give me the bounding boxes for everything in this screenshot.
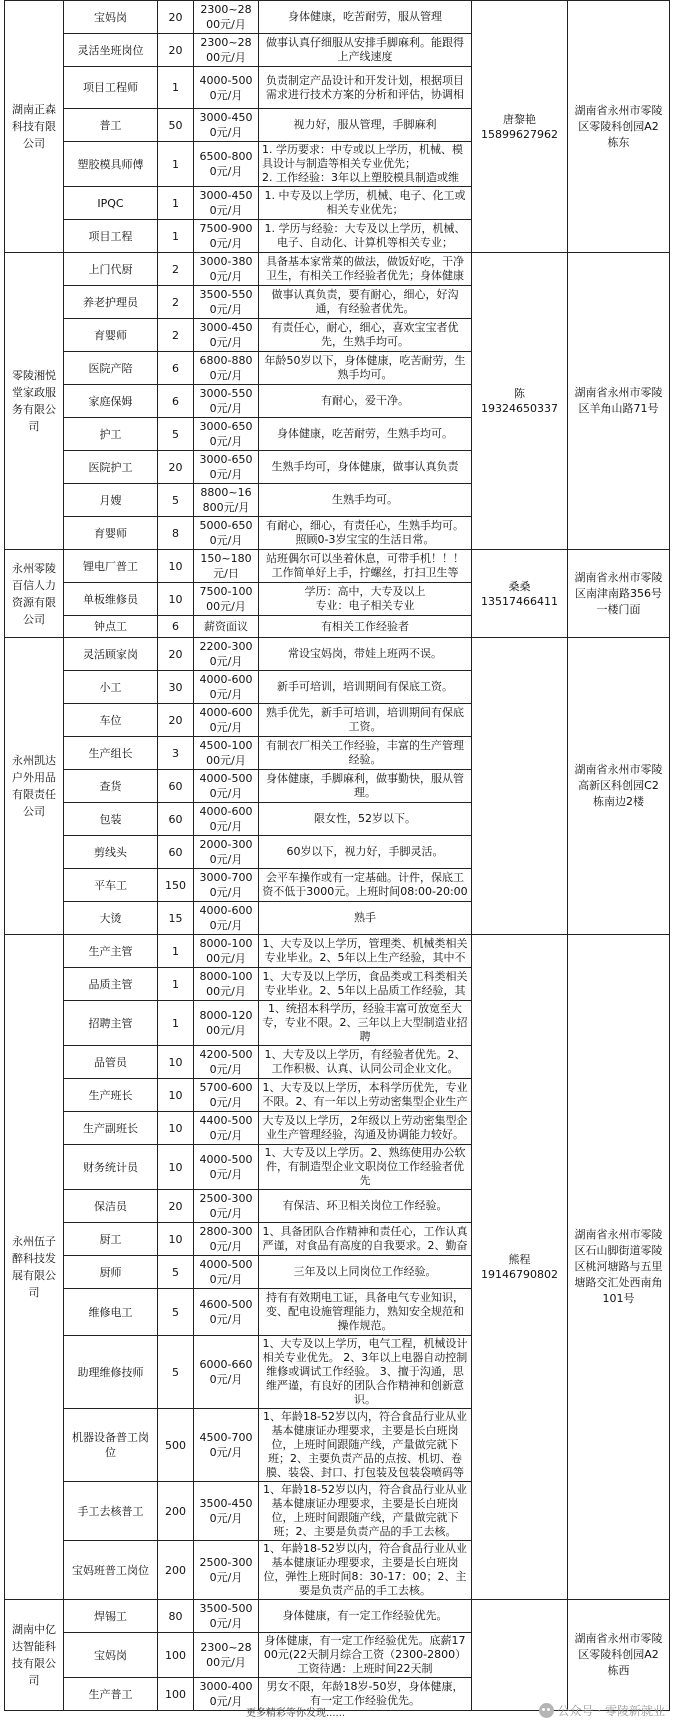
job-title: 厨师: [64, 1256, 158, 1289]
job-count: 10: [158, 1145, 194, 1190]
job-requirement: 有制衣厂相关工作经验，丰富的生产管理经验。: [259, 737, 472, 770]
job-requirement: 限女性，52岁以下。: [259, 803, 472, 836]
job-requirement: 身体健康，吃苦耐劳，服从管理: [259, 1, 472, 34]
job-salary: 2000-3000元/月: [194, 836, 259, 869]
job-title: 项目工程师: [64, 67, 158, 109]
company-name: 永州伍子醉科技发展有限公司: [5, 935, 64, 1600]
address: 湖南省永州市零陵区羊角山路71号: [568, 253, 670, 550]
job-title: 包装: [64, 803, 158, 836]
job-table: [4, 0, 670, 1711]
job-salary: 7500-10000元/月: [194, 583, 259, 616]
job-count: 500: [158, 1409, 194, 1482]
job-salary: 3000-4500元/月: [194, 319, 259, 352]
job-requirement: 1、具备团队合作精神和责任心，工作认真严谨，对食品有高度的自我要求。2、勤奋: [259, 1223, 472, 1256]
job-count: 1: [158, 1001, 194, 1046]
job-title: 项目工程: [64, 220, 158, 253]
job-title: 品质主管: [64, 968, 158, 1001]
job-requirement: 生熟手均可，身体健康，做事认真负责: [259, 451, 472, 484]
job-count: 10: [158, 550, 194, 583]
job-requirement: 身体健康，手脚麻利，做事勤快，服从管理。: [259, 770, 472, 803]
job-requirement: 有耐心，细心，有责任心，生熟手均可。 照顾0-3岁宝宝的生活日常。: [259, 517, 472, 550]
job-requirement: 有责任心，耐心，细心，喜欢宝宝者优先，生熟手均可。: [259, 319, 472, 352]
job-requirement: 1、统招本科学历，经验丰富可放宽至大专，专业不限。2、三年以上大型制造业招聘: [259, 1001, 472, 1046]
job-count: 10: [158, 1223, 194, 1256]
job-salary: 4000-5000元/月: [194, 1256, 259, 1289]
wechat-icon: [539, 1703, 554, 1718]
job-count: 6: [158, 352, 194, 385]
job-salary: 3000-3800元/月: [194, 253, 259, 286]
job-salary: 4400-5000元/月: [194, 1112, 259, 1145]
job-title: 宝妈岗: [64, 1633, 158, 1678]
contact: 唐黎艳 15899627962: [472, 1, 568, 253]
job-count: 200: [158, 1541, 194, 1600]
job-requirement: 持有有效期电工证，具备电气专业知识，变、配电设施管理能力，熟知安全规范和操作规范。: [259, 1289, 472, 1336]
job-requirement: 1、年龄18-52岁以内，符合食品行业从业基本健康证办理要求，主要是长白班岗位，弹性上班时间8：30-17：00；2、主要是负责产品的手工去核。: [259, 1541, 472, 1600]
job-count: 5: [158, 484, 194, 517]
job-title: 塑胶模具师傅: [64, 142, 158, 187]
job-salary: 4000-5000元/月: [194, 1145, 259, 1190]
job-requirement: 大专及以上学历，2年级以上劳动密集型企业生产管理经验，沟通及协调能力较好。: [259, 1112, 472, 1145]
contact: 陈 19324650337: [472, 253, 568, 550]
job-title: 生产副班长: [64, 1112, 158, 1145]
job-title: 查货: [64, 770, 158, 803]
job-title: 钟点工: [64, 616, 158, 638]
job-count: 5: [158, 418, 194, 451]
job-count: 60: [158, 770, 194, 803]
table-row: [5, 638, 670, 671]
job-count: 1: [158, 968, 194, 1001]
contact: 熊程 19146790802: [472, 935, 568, 1600]
job-count: 5: [158, 1256, 194, 1289]
job-count: 100: [158, 1633, 194, 1678]
table-row: [5, 1600, 670, 1633]
job-salary: 3000-4500元/月: [194, 109, 259, 142]
job-salary: 3000-5500元/月: [194, 385, 259, 418]
job-requirement: 有相关工作经验者: [259, 616, 472, 638]
job-salary: 4500-10000元/月: [194, 737, 259, 770]
job-title: 剪线头: [64, 836, 158, 869]
job-title: 月嫂: [64, 484, 158, 517]
job-requirement: 学历：高中，大专及以上 专业：电子相关专业: [259, 583, 472, 616]
company-name: 湖南正森科技有限公司: [5, 1, 64, 253]
job-requirement: 年龄50岁以下，身体健康，吃苦耐劳，生熟手均可。: [259, 352, 472, 385]
job-title: 单板维修员: [64, 583, 158, 616]
job-requirement: 新手可培训，培训期间有保底工资。: [259, 671, 472, 704]
job-title: 锂电厂普工: [64, 550, 158, 583]
job-title: 普工: [64, 109, 158, 142]
job-count: 20: [158, 1190, 194, 1223]
job-salary: 4200-5000元/月: [194, 1046, 259, 1079]
contact: [472, 638, 568, 935]
job-title: 保洁员: [64, 1190, 158, 1223]
job-count: 20: [158, 1, 194, 34]
job-salary: 3000-6500元/月: [194, 418, 259, 451]
job-title: 生产班长: [64, 1079, 158, 1112]
job-title: 招聘主管: [64, 1001, 158, 1046]
job-requirement: 1、大专及以上学历，管理类、机械类相关专业毕业。2、5年以上生产经验，其中不: [259, 935, 472, 968]
job-title: 宝妈岗: [64, 1, 158, 34]
job-salary: 8800~16800元/月: [194, 484, 259, 517]
job-salary: 3000-4000元/月: [194, 1678, 259, 1711]
job-count: 2: [158, 286, 194, 319]
job-title: 医院产陪: [64, 352, 158, 385]
job-count: 8: [158, 517, 194, 550]
table-row: [5, 253, 670, 286]
job-salary: 3500-4500元/月: [194, 1482, 259, 1541]
job-requirement: 做事认真负责，要有耐心，细心，好沟通，有经验者优先。: [259, 286, 472, 319]
job-requirement: 生熟手均可。: [259, 484, 472, 517]
job-count: 60: [158, 836, 194, 869]
job-count: 80: [158, 1600, 194, 1633]
job-count: 1: [158, 142, 194, 187]
job-requirement: 做事认真仔细服从安排手脚麻利。能跟得上产线速度: [259, 34, 472, 67]
job-title: 手工去核普工: [64, 1482, 158, 1541]
job-requirement: 会平车操作或有一定基础。计件，保底工资不低于3000元。上班时间08:00-20:00: [259, 869, 472, 902]
job-count: 6: [158, 385, 194, 418]
job-salary: 4000-6000元/月: [194, 671, 259, 704]
job-requirement: 身体健康，有一定工作经验优先。底薪1700元(22天制月综合工资（2300-2800）工资待遇：上班时间22天制: [259, 1633, 472, 1678]
job-title: 灵活顾家岗: [64, 638, 158, 671]
job-requirement: 1. 学历要求：中专或以上学历，机械、模具设计与制造等相关专业优先； 2. 工作经验：3年以上塑胶模具制造或维: [259, 142, 472, 187]
job-requirement: 熟手: [259, 902, 472, 935]
job-title: 维修电工: [64, 1289, 158, 1336]
job-requirement: 常设宝妈岗，带娃上班两不误。: [259, 638, 472, 671]
company-name: 永州凯达户外用品有限责任公司: [5, 638, 64, 935]
job-count: 2: [158, 319, 194, 352]
job-title: 养老护理员: [64, 286, 158, 319]
job-requirement: 负责制定产品设计和开发计划，根据项目需求进行技术方案的分析和评估，协调相: [259, 67, 472, 109]
job-count: 20: [158, 451, 194, 484]
job-salary: 6800-8800元/月: [194, 352, 259, 385]
job-title: 生产普工: [64, 1678, 158, 1711]
table-row: [5, 550, 670, 583]
job-requirement: 有保洁、环卫相关岗位工作经验。: [259, 1190, 472, 1223]
more-text: 更多精彩等你发现......: [246, 1708, 346, 1719]
job-title: 厨工: [64, 1223, 158, 1256]
job-count: 20: [158, 34, 194, 67]
job-requirement: 1、大专及以上学历，有经验者优先。2、工作积极、认真、认同公司企业文化。: [259, 1046, 472, 1079]
job-count: 20: [158, 704, 194, 737]
footer: [0, 1699, 675, 1723]
address: 湖南省永州市零陵区零陵科创园A2栋西: [568, 1600, 670, 1711]
address: 湖南省永州市零陵区石山脚街道零陵区桃河塘路与五里塘路交汇处西南角101号: [568, 935, 670, 1600]
job-count: 100: [158, 1678, 194, 1711]
job-salary: 6500-8000元/月: [194, 142, 259, 187]
job-title: 机器设备普工岗位: [64, 1409, 158, 1482]
job-title: 车位: [64, 704, 158, 737]
job-salary: 8000-10000元/月: [194, 968, 259, 1001]
company-name: 湖南中亿达智能科技有限公司: [5, 1600, 64, 1711]
table-row: [5, 1, 670, 34]
job-count: 1: [158, 220, 194, 253]
watermark: [539, 1702, 665, 1719]
job-count: 10: [158, 1046, 194, 1079]
job-title: 上门代厨: [64, 253, 158, 286]
job-title: 大烫: [64, 902, 158, 935]
job-requirement: 1. 学历与经验：大专及以上学历，机械、电子、自动化、计算机等相关专业；: [259, 220, 472, 253]
job-requirement: 有耐心，爱干净。: [259, 385, 472, 418]
address: 湖南省永州市零陵区零陵科创园A2栋东: [568, 1, 670, 253]
contact: [472, 1600, 568, 1711]
job-requirement: 站班偶尔可以坐着休息，可带手机！！！工作简单好上手，拧螺丝，打扫卫生等: [259, 550, 472, 583]
job-salary: 4000-5000元/月: [194, 67, 259, 109]
job-title: IPQC: [64, 187, 158, 220]
job-salary: 3000-4500元/月: [194, 187, 259, 220]
job-salary: 4000-6000元/月: [194, 704, 259, 737]
job-salary: 7500-9000元/月: [194, 220, 259, 253]
job-count: 1: [158, 935, 194, 968]
job-title: 平车工: [64, 869, 158, 902]
job-salary: 2200-3000元/月: [194, 638, 259, 671]
job-title: 护工: [64, 418, 158, 451]
job-title: 小工: [64, 671, 158, 704]
job-salary: 5700-6000元/月: [194, 1079, 259, 1112]
job-count: 30: [158, 671, 194, 704]
job-count: 10: [158, 583, 194, 616]
job-count: 1: [158, 187, 194, 220]
job-count: 5: [158, 1289, 194, 1336]
job-salary: 4000-5000元/月: [194, 770, 259, 803]
job-salary: 2800-3000元/月: [194, 1223, 259, 1256]
job-requirement: 1、大专及以上学历，电气工程，机械设计相关专业优先。 2、3年以上电器自动控制维修或调试工作经验。 3、擅于沟通，思维严谨，有良好的团队合作精神和创新意识。: [259, 1336, 472, 1409]
job-title: 育婴师: [64, 319, 158, 352]
address: 湖南省永州市零陵区南津南路356号一楼门面: [568, 550, 670, 638]
job-title: 育婴师: [64, 517, 158, 550]
job-requirement: 1、年龄18-52岁以内，符合食品行业从业基本健康证办理要求，主要是长白班岗位，上班时间跟随产线，产量做完就下班；2、主要负责产品的点按、机切、卷膜、装袋、封口、打包装及包装袋喷码等: [259, 1409, 472, 1482]
job-salary: 2300~2800元/月: [194, 34, 259, 67]
job-count: 2: [158, 253, 194, 286]
address: 湖南省永州市零陵高新区科创园C2栋南边2楼: [568, 638, 670, 935]
job-salary: 3000-6500元/月: [194, 451, 259, 484]
job-requirement: 视力好，服从管理，手脚麻利: [259, 109, 472, 142]
job-title: 助理维修技师: [64, 1336, 158, 1409]
job-requirement: 1、大专及以上学历。2、熟练使用办公软件，有制造型企业文职岗位工作经验者优先: [259, 1145, 472, 1190]
job-requirement: 熟手优先，新手可培训，培训期间有保底工资。: [259, 704, 472, 737]
job-count: 15: [158, 902, 194, 935]
job-requirement: 1、年龄18-52岁以内，符合食品行业从业基本健康证办理要求，主要是长白班岗位，上班时间跟随产线，产量做完就下班；2、主要是负责产品的手工去核。: [259, 1482, 472, 1541]
job-salary: 2300~2800元/月: [194, 1633, 259, 1678]
job-salary: 4000-6000元/月: [194, 803, 259, 836]
job-requirement: 1、大专及以上学历，本科学历优先，专业不限。2、有一年以上劳动密集型企业生产: [259, 1079, 472, 1112]
job-requirement: 60岁以下，视力好，手脚灵活。: [259, 836, 472, 869]
job-salary: 5000-6500元/月: [194, 517, 259, 550]
job-salary: 4000-6000元/月: [194, 902, 259, 935]
job-salary: 4500-7000元/月: [194, 1409, 259, 1482]
job-requirement: 1. 中专及以上学历，机械、电子、化工或相关专业优先；: [259, 187, 472, 220]
job-count: 50: [158, 109, 194, 142]
table-row: [5, 935, 670, 968]
job-count: 20: [158, 638, 194, 671]
company-name: 零陵湘悦堂家政服务有限公司: [5, 253, 64, 550]
job-title: 医院护工: [64, 451, 158, 484]
job-title: 生产组长: [64, 737, 158, 770]
job-salary: 2300~2800元/月: [194, 1, 259, 34]
job-count: 1: [158, 67, 194, 109]
job-salary: 150~180元/日: [194, 550, 259, 583]
job-salary: 2500-3000元/月: [194, 1190, 259, 1223]
job-count: 5: [158, 1336, 194, 1409]
job-salary: 6000-6600元/月: [194, 1336, 259, 1409]
job-requirement: 身体健康，有一定工作经验优先。: [259, 1600, 472, 1633]
job-salary: 8000-12000元/月: [194, 1001, 259, 1046]
job-requirement: 1、大专及以上学历，食品类或工科类相关专业毕业。2、5年以上品质工作经验，其: [259, 968, 472, 1001]
job-title: 家庭保姆: [64, 385, 158, 418]
contact: 桑桑 13517466411: [472, 550, 568, 638]
job-title: 灵活坐班岗位: [64, 34, 158, 67]
job-salary: 2500-3000元/月: [194, 1541, 259, 1600]
watermark-text: 公众号 · 零陵新就业: [557, 1704, 665, 1718]
job-title: 财务统计员: [64, 1145, 158, 1190]
job-count: 200: [158, 1482, 194, 1541]
job-count: 10: [158, 1079, 194, 1112]
job-title: 宝妈班普工岗位: [64, 1541, 158, 1600]
job-salary: 3000-7000元/月: [194, 869, 259, 902]
job-requirement: 具备基本家常菜的做法，做饭好吃，干净卫生，有相关工作经验者优先；身体健康: [259, 253, 472, 286]
job-salary: 3500-5500元/月: [194, 286, 259, 319]
job-count: 6: [158, 616, 194, 638]
job-salary: 3500-5000元/月: [194, 1600, 259, 1633]
job-requirement: 身体健康，吃苦耐劳，生熟手均可。: [259, 418, 472, 451]
job-count: 60: [158, 803, 194, 836]
job-title: 生产主管: [64, 935, 158, 968]
job-count: 150: [158, 869, 194, 902]
job-title: 焊锡工: [64, 1600, 158, 1633]
job-requirement: 男女不限，年龄18岁-50岁，身体健康，有一定工作经验优先。: [259, 1678, 472, 1711]
job-count: 10: [158, 1112, 194, 1145]
job-salary: 薪资面议: [194, 616, 259, 638]
job-title: 品管员: [64, 1046, 158, 1079]
job-salary: 4600-5000元/月: [194, 1289, 259, 1336]
company-name: 永州零陵百信人力资源有限公司: [5, 550, 64, 638]
job-salary: 8000-10000元/月: [194, 935, 259, 968]
job-count: 3: [158, 737, 194, 770]
job-requirement: 三年及以上同岗位工作经验。: [259, 1256, 472, 1289]
